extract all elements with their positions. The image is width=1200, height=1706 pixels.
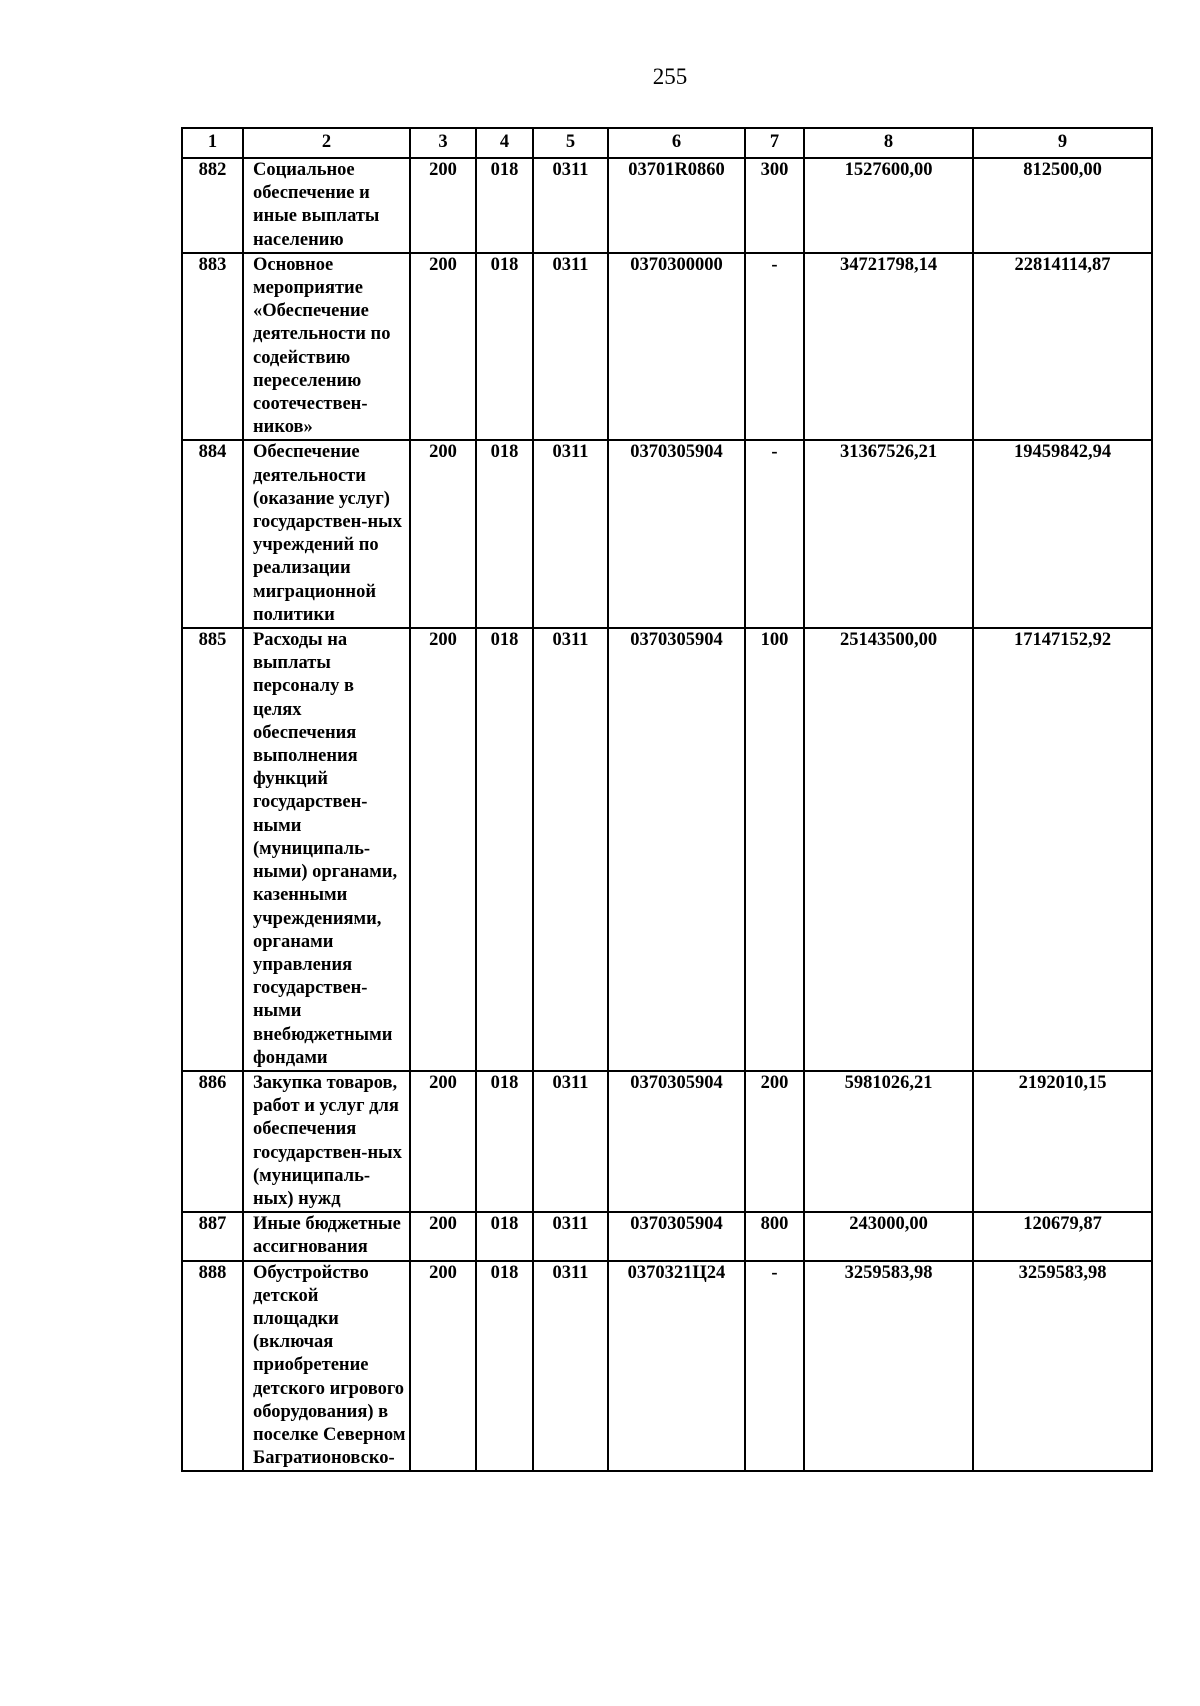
cell-col7: 300 [745,158,804,253]
table-row [182,1261,1152,1472]
column-header: 8 [804,128,973,158]
cell-col8: 1527600,00 [804,158,973,253]
cell-col9: 19459842,94 [973,440,1152,628]
cell-col6: 0370305904 [608,1071,745,1212]
cell-col9: 3259583,98 [973,1261,1152,1472]
row-name: Иные бюджетные ассигнования [243,1212,410,1260]
cell-col4: 018 [476,628,533,1071]
row-number: 886 [182,1071,243,1212]
cell-col6: 03701R0860 [608,158,745,253]
table-header-row [182,128,1152,158]
column-header: 1 [182,128,243,158]
row-name: Расходы на выплаты персоналу в целях обеспечения выполнения функций государствен-ными (муниципаль-ными) органами, казенными учреждениями, органами управления государствен-ными внебюджетными фондами [243,628,410,1071]
cell-col6: 0370305904 [608,440,745,628]
table-row [182,628,1152,1071]
column-header: 4 [476,128,533,158]
cell-col3: 200 [410,440,476,628]
cell-col9: 2192010,15 [973,1071,1152,1212]
cell-col4: 018 [476,158,533,253]
row-name: Обеспечение деятельности (оказание услуг) государствен-ных учреждений по реализации миграционной политики [243,440,410,628]
column-header: 5 [533,128,608,158]
table-row [182,1212,1152,1260]
cell-col5: 0311 [533,440,608,628]
column-header: 3 [410,128,476,158]
column-header: 7 [745,128,804,158]
column-header: 9 [973,128,1152,158]
cell-col3: 200 [410,1261,476,1472]
cell-col3: 200 [410,158,476,253]
cell-col6: 0370305904 [608,628,745,1071]
row-number: 884 [182,440,243,628]
cell-col8: 3259583,98 [804,1261,973,1472]
cell-col3: 200 [410,1071,476,1212]
row-number: 882 [182,158,243,253]
cell-col4: 018 [476,1071,533,1212]
row-number: 887 [182,1212,243,1260]
row-name: Социальное обеспечение и иные выплаты населению [243,158,410,253]
row-name: Обустройство детской площадки (включая приобретение детского игрового оборудования) в поселке Северном Багратионовско- [243,1261,410,1472]
cell-col6: 0370300000 [608,253,745,441]
cell-col5: 0311 [533,1212,608,1260]
cell-col9: 120679,87 [973,1212,1152,1260]
cell-col8: 34721798,14 [804,253,973,441]
cell-col5: 0311 [533,1071,608,1212]
table-row [182,158,1152,253]
column-header: 2 [243,128,410,158]
cell-col8: 25143500,00 [804,628,973,1071]
table-row [182,440,1152,628]
cell-col7: 800 [745,1212,804,1260]
column-header: 6 [608,128,745,158]
cell-col4: 018 [476,253,533,441]
cell-col3: 200 [410,253,476,441]
cell-col5: 0311 [533,253,608,441]
row-name: Основное мероприятие «Обеспечение деятельности по содействию переселению соотечествен-ников» [243,253,410,441]
row-number: 888 [182,1261,243,1472]
cell-col7: - [745,253,804,441]
table-row [182,253,1152,441]
cell-col6: 0370305904 [608,1212,745,1260]
cell-col5: 0311 [533,158,608,253]
cell-col8: 5981026,21 [804,1071,973,1212]
cell-col3: 200 [410,1212,476,1260]
cell-col7: - [745,1261,804,1472]
page-number: 255 [652,64,688,89]
cell-col8: 31367526,21 [804,440,973,628]
cell-col9: 17147152,92 [973,628,1152,1071]
cell-col4: 018 [476,440,533,628]
cell-col7: - [745,440,804,628]
cell-col8: 243000,00 [804,1212,973,1260]
cell-col4: 018 [476,1261,533,1472]
cell-col6: 0370321Ц24 [608,1261,745,1472]
cell-col7: 200 [745,1071,804,1212]
row-number: 885 [182,628,243,1071]
row-number: 883 [182,253,243,441]
row-name: Закупка товаров, работ и услуг для обеспечения государствен-ных (муниципаль-ных) нужд [243,1071,410,1212]
cell-col5: 0311 [533,1261,608,1472]
cell-col7: 100 [745,628,804,1071]
cell-col9: 22814114,87 [973,253,1152,441]
cell-col4: 018 [476,1212,533,1260]
cell-col5: 0311 [533,628,608,1071]
table-row [182,1071,1152,1212]
cell-col9: 812500,00 [973,158,1152,253]
cell-col3: 200 [410,628,476,1071]
budget-table [181,127,1153,1472]
